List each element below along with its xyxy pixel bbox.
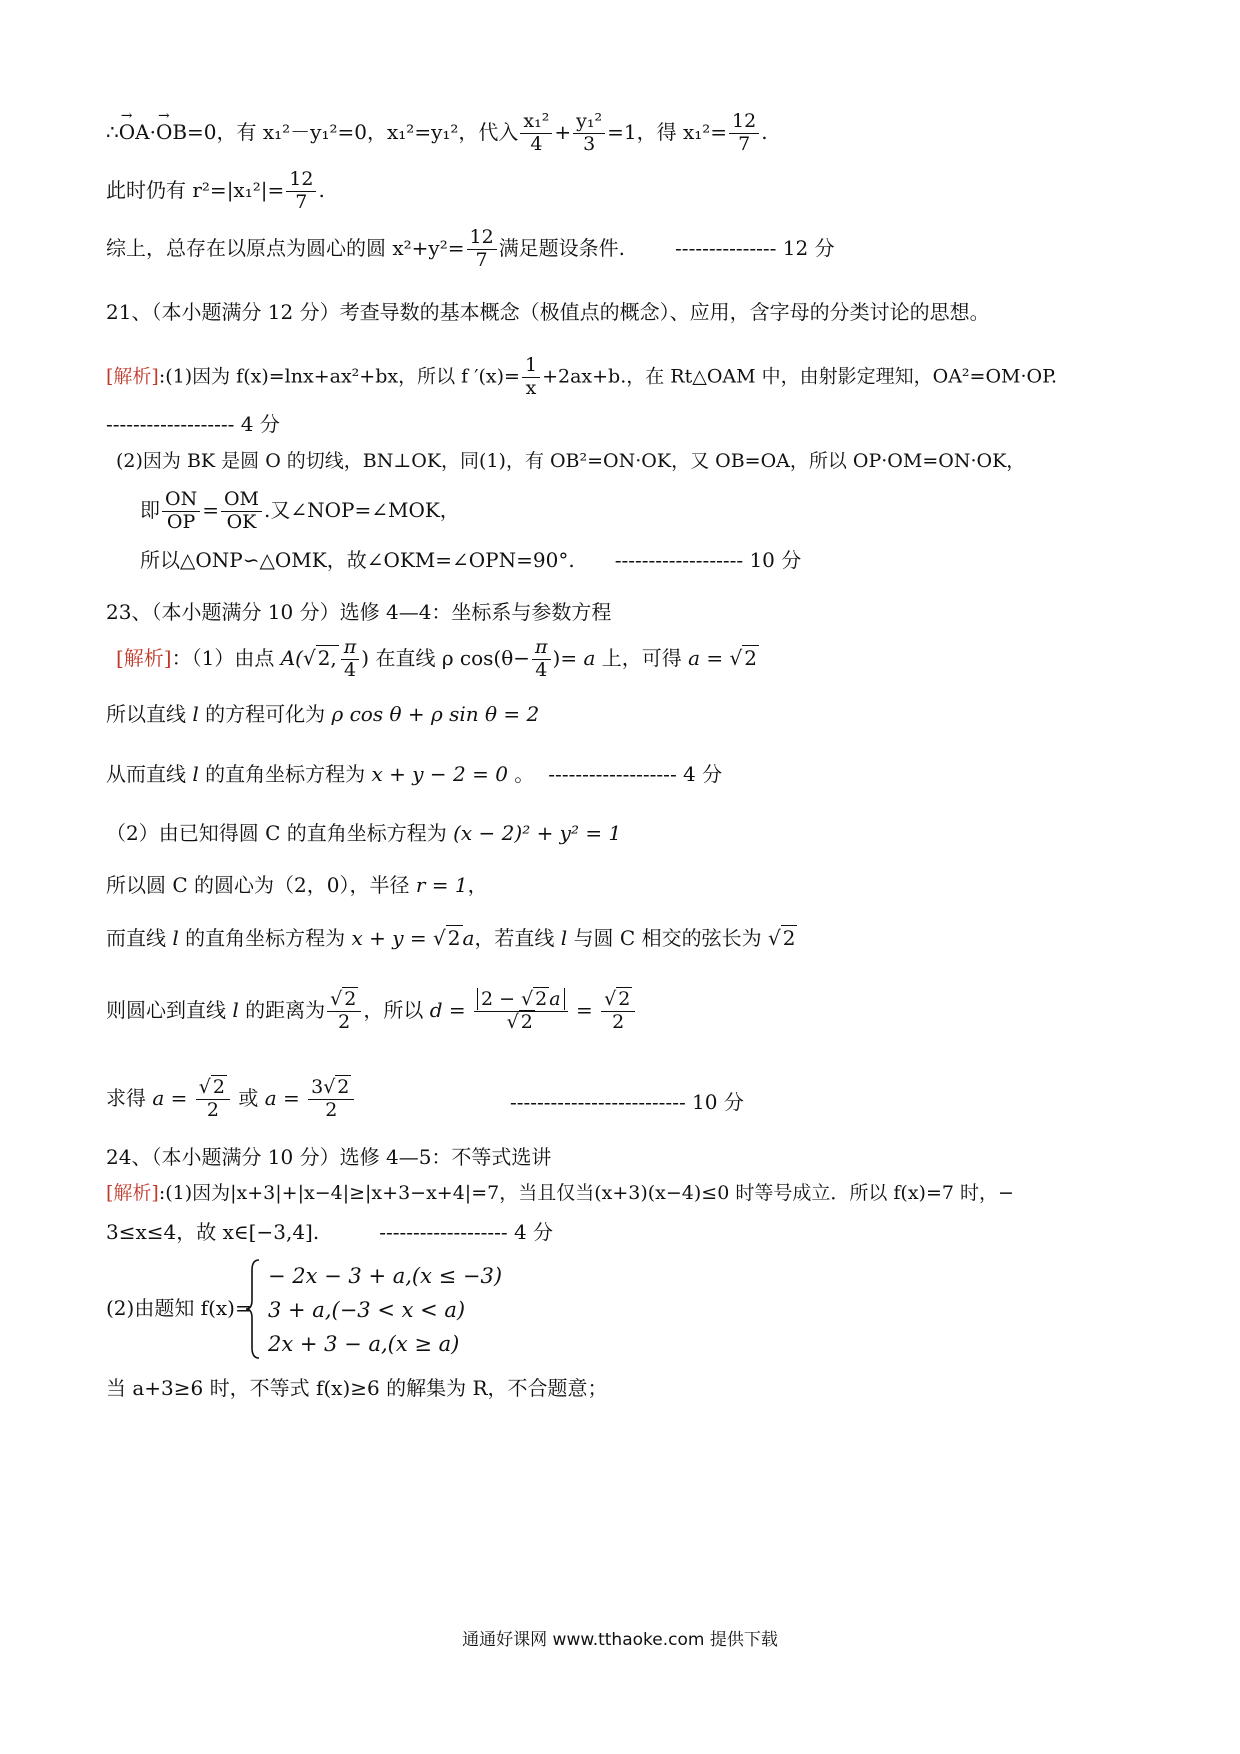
fraction: $\frac{12}{7}$ — [286, 170, 316, 213]
fraction: $\frac{√ 2}{2}$ — [601, 990, 635, 1033]
fraction: $\frac{\text{x₁²}}{4}$ — [520, 112, 552, 155]
line-21: 3≤x≤4，故 x∈[−3,4]. ------------------- 4 分 — [106, 1220, 554, 1244]
line-8: 即 $\frac{ON}{OP}$ = $\frac{OM}{OK}$ .又∠NOP=∠MOK， — [140, 488, 460, 533]
line-12: 所以直线 l 的方程可化为 ρ cos θ + ρ sin θ = 2 — [106, 702, 540, 726]
line-15: 所以圆 C 的圆心为（2，0），半径 r = 1， — [106, 873, 488, 897]
fraction: $\frac{\pi}{4}$ — [341, 638, 360, 681]
fraction: $\frac{\pi}{4}$ — [532, 638, 551, 681]
line-23: 当 a+3≥6 时，不等式 f(x)≥6 的解集为 R，不合题意； — [106, 1376, 608, 1400]
fraction: $\frac{√ 2}{2}$ — [327, 990, 361, 1033]
fraction: $\frac{\text{y₁²}}{3}$ — [573, 112, 605, 155]
vector-ob: → OB — [156, 122, 187, 142]
sqrt-sign: √ 2 — [767, 926, 796, 950]
score-marker: -------------------------- 10 分 — [510, 1090, 744, 1114]
fraction: $\frac{2 - √ 2 a}{√ 2}$ — [474, 990, 568, 1033]
line-22-label: (2)由题知 f(x)= — [106, 1296, 252, 1320]
line-5: [解析]:(1)因为 f(x)=lnx+ax²+bx，所以 f ′(x)= $\frac{1}{x}$ +2ax+b.，在 Rt△OAM 中，由射影定理知，OA²=OM·OP. — [106, 354, 1058, 399]
fraction: $\frac{ON}{OP}$ — [162, 490, 200, 533]
fraction: $\frac{OM}{OK}$ — [221, 490, 262, 533]
fraction: $\frac{√ 2}{2}$ — [196, 1078, 230, 1121]
line-16: 而直线 l 的直角坐标方程为 x + y = √ 2 a，若直线 l 与圆 C 相交的弦长为 √ 2 — [106, 926, 796, 950]
question-24-heading: 24、（本小题满分 10 分）选修 4—5：不等式选讲 — [106, 1145, 552, 1169]
question-23-heading: 23、（本小题满分 10 分）选修 4—4：坐标系与参数方程 — [106, 600, 612, 624]
left-brace-icon — [244, 1258, 262, 1360]
line-20: [解析]:(1)因为|x+3|+|x−4|≥|x+3−x+4|=7，当且仅当(x+3)(x−4)≤0 时等号成立．所以 f(x)=7 时，− — [106, 1182, 1014, 1204]
line-1: ∴→ OA·→ OB=0，有 x₁²－y₁²=0，x₁²=y₁²，代入 $\frac{\text{x₁²}}{4}$ + $\frac{\text{y₁²}}{3}$ =1，得 x₁²= $\frac{12}{7}$ . — [106, 112, 768, 155]
fraction: $\frac{1}{x}$ — [522, 356, 540, 399]
sqrt-sign: √ 2, — [302, 645, 337, 670]
vector-oa: → OA — [119, 122, 150, 142]
line-18: 求得 a = $\frac{√ 2}{2}$ 或 a = $\frac{3√ 2}{2}$ — [106, 1078, 356, 1121]
analysis-tag: [解析] — [116, 645, 172, 670]
case-2: 3 + a,(−3 < x < a) — [268, 1298, 466, 1322]
line-13: 从而直线 l 的直角坐标方程为 x + y − 2 = 0 。 ------------------- 4 分 — [106, 762, 723, 786]
footer-watermark: 通通好课网 www.tthaoke.com 提供下载 — [462, 1630, 778, 1650]
score-marker: --------------- 12 分 — [675, 235, 835, 260]
sqrt-sign: √ 2 — [729, 645, 758, 670]
fraction: $\frac{3√ 2}{2}$ — [308, 1078, 354, 1121]
line-14: （2）由已知得圆 C 的直角坐标方程为 (x − 2)² + y² = 1 — [106, 821, 622, 845]
line-9: 所以△ONP∽△OMK，故∠OKM=∠OPN=90°. ------------------- 10 分 — [140, 548, 802, 572]
line-17: 则圆心到直线 l 的距离为 $\frac{√ 2}{2}$ ，所以 d = $\frac{2 - √ 2 a}{√ 2}$ = $\frac{√ 2}{2}$ — [106, 990, 637, 1033]
piecewise-function — [244, 1258, 503, 1362]
case-1: − 2x − 3 + a,(x ≤ −3) — [268, 1264, 503, 1288]
score-line-6: ------------------- 4 分 — [106, 412, 280, 436]
fraction: $\frac{12}{7}$ — [467, 228, 497, 271]
score-marker: ------------------- 4 分 — [548, 762, 723, 786]
line-2: 此时仍有 r²=|x₁²|= $\frac{12}{7}$ . — [106, 168, 325, 213]
question-21-heading: 21、（本小题满分 12 分）考查导数的基本概念（极值点的概念）、应用，含字母的分类讨论的思想。 — [106, 300, 990, 324]
fraction: $\frac{12}{7}$ — [729, 112, 759, 155]
score-marker: ------------------- 10 分 — [614, 548, 802, 572]
score-marker: ------------------- 4 分 — [379, 1220, 554, 1244]
sqrt-sign: √ 2 — [433, 926, 461, 950]
case-3: 2x + 3 − a,(x ≥ a) — [268, 1332, 460, 1356]
line-11: [解析]：（1）由点 A(√ 2, $\frac{\pi}{4}$ ) 在直线 ρ cos(θ− $\frac{\pi}{4}$ )= a 上，可得 a = √ 2 — [116, 636, 758, 681]
line-3: 综上，总存在以原点为圆心的圆 x²+y²= $\frac{12}{7}$ 满足题设条件. --------------- 12 分 — [106, 226, 835, 271]
analysis-tag: [解析] — [106, 1182, 159, 1204]
line-7: (2)因为 BK 是圆 O 的切线，BN⊥OK，同(1)，有 OB²=ON·OK，又 OB=OA，所以 OP·OM=ON·OK， — [116, 450, 1026, 472]
analysis-tag: [解析] — [106, 365, 159, 388]
